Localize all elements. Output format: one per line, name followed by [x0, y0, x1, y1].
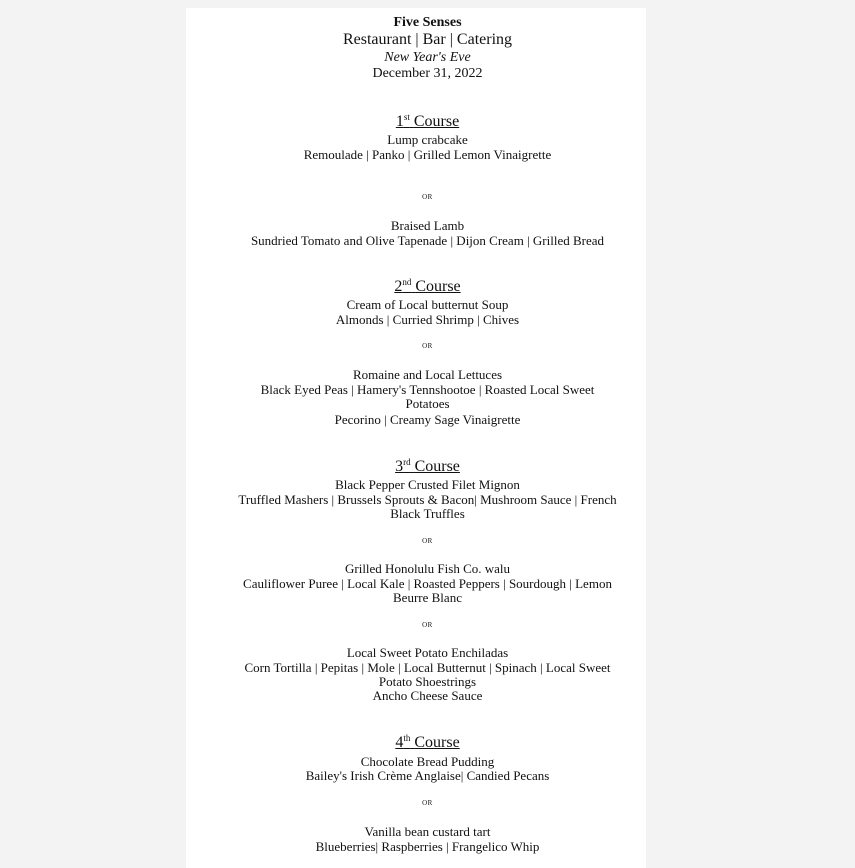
course-3-option-1-details-cont: Black Truffles	[390, 506, 465, 521]
course-4-option-1-dish: Chocolate Bread Pudding	[360, 754, 495, 769]
event-name: New Year's Eve	[384, 50, 471, 65]
course-3-option-1-details: Truffled Mashers | Brussels Sprouts & Bacon| Mushroom Sauce | French	[238, 492, 617, 507]
course-3-heading: 3rd Course	[395, 457, 460, 475]
course-4-heading: 4th Course	[395, 733, 460, 751]
course-2-option-1-dish: Cream of Local butternut Soup	[346, 297, 509, 312]
restaurant-name: Five Senses	[393, 15, 462, 30]
course-3-option-3-sauce: Ancho Cheese Sauce	[372, 688, 483, 703]
course-2-heading: 2nd Course	[394, 277, 461, 295]
course-2-option-1-details: Almonds | Curried Shrimp | Chives	[335, 312, 520, 327]
course-4-option-1-details: Bailey's Irish Crème Anglaise| Candied Pecans	[305, 768, 550, 783]
course-4-option-2-dish: Vanilla bean custard tart	[364, 824, 491, 839]
course-1-option-1-details: Remoulade | Panko | Grilled Lemon Vinaigrette	[303, 147, 552, 162]
course-3-option-3-details-cont: Potato Shoestrings	[378, 674, 477, 689]
course-3-option-2-details-cont: Beurre Blanc	[393, 590, 462, 605]
course-2-option-2-details-cont: Potatoes	[405, 396, 450, 411]
course-3-option-1-dish: Black Pepper Crusted Filet Mignon	[335, 477, 520, 492]
course-3-option-3-details: Corn Tortilla | Pepitas | Mole | Local Butternut | Spinach | Local Sweet	[244, 660, 611, 675]
course-2-option-2-dish: Romaine and Local Lettuces	[352, 367, 503, 382]
or-separator: OR	[422, 799, 433, 807]
course-1-option-2-details: Sundried Tomato and Olive Tapenade | Dijon Cream | Grilled Bread	[250, 233, 605, 248]
or-separator: OR	[422, 342, 433, 350]
course-4-option-2-details: Blueberries| Raspberries | Frangelico Whip	[315, 839, 540, 854]
course-3-option-2-details: Cauliflower Puree | Local Kale | Roasted Peppers | Sourdough | Lemon	[243, 576, 612, 591]
restaurant-tagline: Restaurant | Bar | Catering	[342, 31, 513, 48]
course-2-option-2-details: Black Eyed Peas | Hamery's Tennshootoe | Roasted Local Sweet	[260, 382, 595, 397]
course-2-option-2-details-2: Pecorino | Creamy Sage Vinaigrette	[334, 412, 521, 427]
course-3-option-3-dish: Local Sweet Potato Enchiladas	[346, 645, 509, 660]
event-date: December 31, 2022	[372, 66, 483, 81]
or-separator: OR	[422, 621, 433, 629]
or-separator: OR	[422, 193, 433, 201]
course-1-heading: 1st Course	[395, 112, 460, 130]
course-3-option-2-dish: Grilled Honolulu Fish Co. walu	[344, 561, 511, 576]
course-1-option-1-dish: Lump crabcake	[387, 132, 468, 147]
or-separator: OR	[422, 537, 433, 545]
course-1-option-2-dish: Braised Lamb	[390, 218, 465, 233]
